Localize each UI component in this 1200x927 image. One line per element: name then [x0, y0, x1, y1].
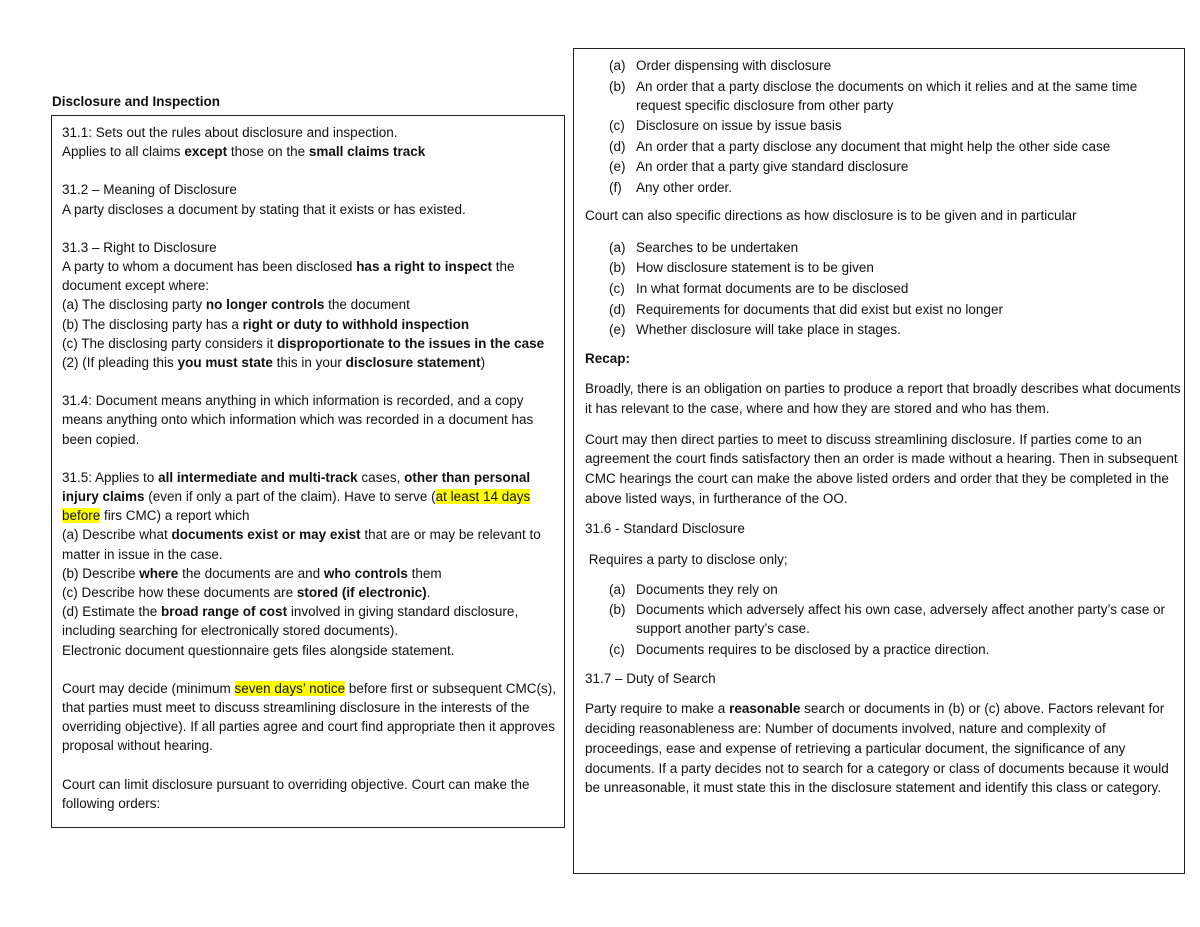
list-item: (d) An order that a party disclose any document that might help the other side case	[609, 138, 1111, 154]
standard-disclosure-list	[585, 580, 1184, 659]
list-item: (e) An order that a party give standard disclosure	[609, 159, 909, 175]
rule-31-7-text: Party require to make a reasonable search or documents in (b) or (c) above. Factors relevant for deciding reasonableness are: Number of documents involved, nature and complexity of proceedings, ease and expense of retrieving a particular document, the significance of any documents. If a party decides not to search for a category or class of documents because it would be unreasonable, it must state this in the disclosure statement and identify this class or category.	[585, 701, 1169, 796]
list-item: (c) Disclosure on issue by issue basis	[609, 118, 842, 134]
recap-title: Recap:	[585, 351, 631, 367]
rule-31-3: 31.3 – Right to Disclosure A party to whom a document has been disclosed has a right to inspect the document except where: (a) The disclosing party no longer controls the document (b) The disclosing party has a right or duty to withhold inspection (c) The disclosing party considers it disproportionate to the issues in the case (2) (If pleading this you must state this in your disclosure statement)	[62, 239, 545, 371]
list-item: (b) An order that a party disclose the documents on which it relies and at the same time request specific disclosure from other party	[609, 78, 1138, 113]
right-column-box	[573, 48, 1185, 874]
rule-31-5: 31.5: Applies to all intermediate and multi-track cases, other than personal injury claims (even if only a part of the claim). Have to serve (at least 14 days before firs CMC) a report which (a) Describe what documents exist or may exist that are or may be relevant to matter in issue in the case. (b) Describe where the documents are and who controls them (c) Describe how these documents are stored (if electronic). (d) Estimate the broad range of cost involved in giving standard disclosure, including searching for electronically stored documents). Electronic document questionnaire gets files alongside statement.	[62, 469, 541, 658]
list-item: (d) Requirements for documents that did exist but exist no longer	[609, 301, 1003, 317]
list-item: (a) Order dispensing with disclosure	[609, 58, 832, 73]
rule-31-6-intro: Requires a party to disclose only;	[585, 551, 788, 567]
list-item: (b) How disclosure statement is to be given	[609, 260, 874, 276]
list-item: (c) In what format documents are to be disclosed	[609, 280, 909, 296]
list-item: (c) Documents requires to be disclosed by a practice direction.	[609, 642, 990, 657]
highlight-14-days: at least 14 days before	[62, 489, 531, 524]
rule-31-6-title: 31.6 - Standard Disclosure	[585, 521, 745, 537]
highlight-seven-days: seven days’ notice	[234, 680, 346, 696]
recap-paragraph-2: Court may then direct parties to meet to discuss streamlining disclosure. If parties come to an agreement the court finds satisfactory then an order is made without a hearing. Then in subsequent CMC hearings the court can make the above listed orders and order that they be completed in the above listed ways, in furtherance of the OO.	[585, 431, 1178, 506]
list-item: (f) Any other order.	[609, 179, 733, 195]
list-item: (b) Documents which adversely affect his own case, adversely affect another party’s case or support another party’s case.	[609, 602, 1166, 637]
rule-31-7-title: 31.7 – Duty of Search	[585, 671, 716, 686]
court-can-limit: Court can limit disclosure pursuant to overriding objective. Court can make the following orders:	[62, 776, 530, 811]
rule-31-4: 31.4: Document means anything in which information is recorded, and a copy means anything onto which information which was recorded in a document has been copied.	[62, 393, 534, 447]
directions-intro: Court can also specific directions as how disclosure is to be given and in particular	[585, 207, 1077, 223]
list-item: (a) Documents they rely on	[609, 581, 778, 597]
list-item: (e) Whether disclosure will take place in stages.	[609, 322, 901, 338]
rule-31-2: 31.2 – Meaning of Disclosure A party discloses a document by stating that it exists or has existed.	[62, 182, 466, 217]
orders-list	[585, 56, 1184, 197]
left-column-box	[51, 115, 565, 828]
rule-31-1: 31.1: Sets out the rules about disclosure and inspection. Applies to all claims except those on the small claims track	[62, 125, 426, 160]
section-heading: Disclosure and Inspection	[52, 94, 221, 109]
court-may-decide: Court may decide (minimum seven days’ notice before first or subsequent CMC(s), that parties must meet to discuss streamlining disclosure in the interests of the overriding objective). If all parties agree and court find appropriate then it approves proposal without hearing.	[62, 680, 556, 754]
recap-paragraph-1: Broadly, there is an obligation on parties to produce a report that broadly describes what documents it has relevant to the case, where and how they are stored and who has them.	[585, 381, 1181, 417]
list-item: (a) Searches to be undertaken	[609, 239, 799, 255]
directions-list	[585, 238, 1184, 339]
